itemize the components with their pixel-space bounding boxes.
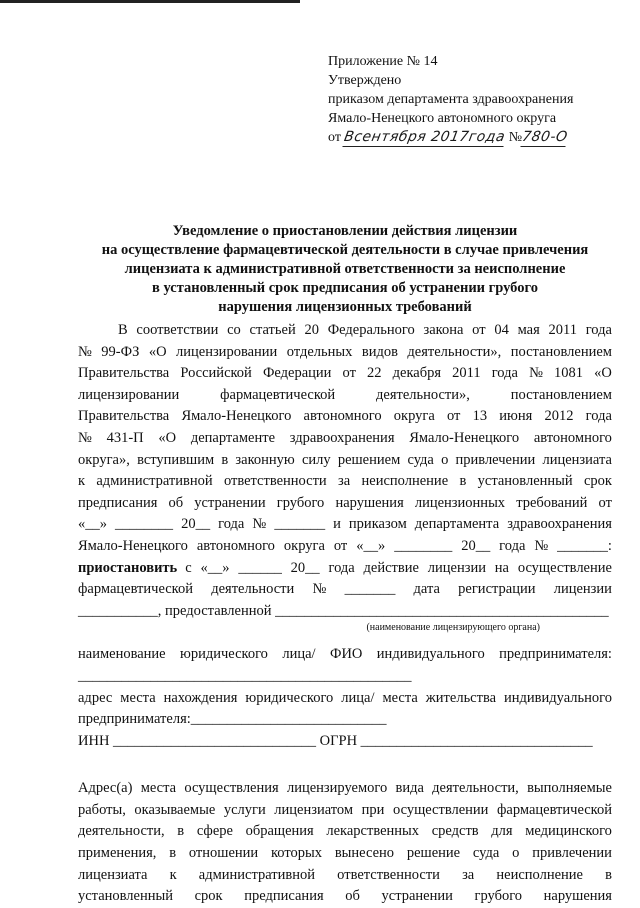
word: суда [407,451,434,468]
scan-edge-bar [0,0,300,3]
word: решением [337,451,401,468]
word: департаменте [190,429,276,446]
word: медицинского [525,823,612,840]
word: № [252,516,267,533]
word: требований [516,494,588,511]
word: здравоохранения [289,429,395,446]
word: отношении [188,845,259,862]
word: лицензии [427,559,486,576]
word: административной [96,473,213,490]
word: нарушения [543,888,612,905]
word: применения, [78,845,157,862]
word: действие [363,559,419,576]
word: устранении [194,494,266,511]
word: 13 [472,408,488,425]
appendix-number: Приложение № 14 [328,54,438,69]
word: к [78,473,86,490]
word: декабря [392,365,442,382]
word: лицензиата [78,866,148,883]
word: средств [431,823,479,840]
word: ________ [394,537,453,554]
word: индивидуального [376,646,485,663]
word: автономного [533,429,612,446]
word: неисполнение [496,866,583,883]
word: для [491,823,513,840]
word: статьей [249,322,296,338]
word: Адрес(а) [78,780,133,797]
word: «О [158,429,177,446]
word: Правительства [78,365,170,382]
word: 2011 [452,365,481,382]
word: от [472,322,486,338]
word: 20 [304,322,319,338]
word: деятельности [211,581,295,598]
word: лица/ [282,646,316,663]
word: в [459,473,467,490]
word: об [345,888,360,905]
word: услуги [223,801,266,818]
word: года [585,408,612,425]
word: В [118,322,128,338]
word: 20__ [461,537,491,554]
word: Федерального [327,322,415,338]
word: ________ [115,516,174,533]
title-line: в установленный срок предписания об устранении грубого [152,280,538,296]
word: 431-П [106,429,144,446]
word: деятельности, [78,823,165,840]
word: вступившим [137,451,215,468]
word: Российской [180,365,252,382]
body-line [78,471,612,493]
word: от [342,365,356,382]
word: места [140,780,177,797]
word: 99-ФЗ [101,343,140,360]
word: «О [148,343,167,360]
body-line [78,778,612,800]
word: привлечении [532,845,612,862]
word: ______ [238,559,282,576]
word: года [328,559,355,576]
word: № [534,537,549,554]
word: срок [194,888,223,905]
word: № [78,343,92,360]
body-line [78,406,612,428]
word: _______ [344,581,396,598]
word: автономного [196,537,275,554]
word: деятельности, [432,780,519,797]
word: об [168,494,184,511]
word: лица/ [341,689,375,706]
word: деятельности», [376,386,470,403]
word: округа», [78,451,130,468]
word: оказываемые [134,801,216,818]
word: отдельных [286,343,353,360]
handwritten-date: Всентября 2017года [343,129,507,145]
word: видов [361,343,398,360]
word: года [585,322,612,338]
word: юридического [180,646,268,663]
word: грубого [276,494,325,511]
body-line [78,493,612,515]
body-line [78,688,612,710]
body-line [78,579,612,601]
word: № [529,365,543,382]
word: в [169,845,177,862]
word: от [333,537,348,554]
word: обращения [245,823,314,840]
entrepreneur-address-line: предпринимателя:___________________________ [78,711,387,728]
region-name: Ямало-Ненецкого автономного округа [328,111,557,126]
suspend-keyword: приостановить [78,559,178,576]
suspend-rest [185,558,612,580]
word: дата [413,581,440,598]
word: Федерации [262,365,332,382]
from-label: от [328,130,341,145]
word: июня [499,408,533,425]
word: места [120,689,156,706]
word: округа [393,408,435,425]
word: 20__ [290,559,320,576]
order-date-line [328,128,573,147]
word: юридического [245,689,334,706]
word: лицензировании [78,386,180,403]
word: к [169,866,177,883]
word: работы, [78,801,126,818]
word: 2011 [548,322,577,338]
word: предписания [244,888,324,905]
word: на [494,559,509,576]
word: о [512,845,520,862]
word: года [491,365,518,382]
word: регистрации [458,581,536,598]
word: лицензируемого [286,780,388,797]
word: о [441,451,449,468]
word: округа [283,537,325,554]
word: года [499,537,526,554]
word: 04 [494,322,509,338]
word: _______: [557,537,612,554]
word: лицензировании [176,343,278,360]
body-line [78,800,612,822]
word: «__» [78,516,107,533]
word: «О [594,365,612,382]
word: с [185,559,192,576]
word: ответственности [223,473,327,490]
word: предпринимателя: [499,646,612,663]
word: ФИО [329,646,363,663]
notice-title [80,222,610,317]
word: постановлением [510,343,612,360]
word: установленный [78,888,173,905]
body-line [78,865,612,887]
inn-ogrn-line: ИНН ____________________________ ОГРН ________________________________ [78,732,593,749]
word: соответствии [136,322,219,338]
word: в [177,823,185,840]
word: департамента [414,516,500,533]
word: силу [301,451,331,468]
word: № [312,581,327,598]
word: лицензии [553,581,612,598]
word: здравоохранения [507,516,612,533]
word: выполняемые [527,780,612,797]
word: индивидуального [504,689,612,706]
word: и [333,516,341,533]
number-label: № [508,130,523,145]
word: вида [395,780,424,797]
word: нарушения [335,494,404,511]
word: за [462,866,475,883]
word: 20__ [181,516,211,533]
word: наименование [78,646,166,663]
word: Правительства [78,408,170,425]
licensing-authority-line: ___________, предоставленной ______________________________________________ [78,602,609,619]
word: от [598,494,612,511]
word: ответственности [337,866,440,883]
word: нахождения [163,689,238,706]
body-line [78,342,612,364]
word: решение [406,845,461,862]
word: места [382,689,418,706]
word: со [227,322,241,338]
word: срок [583,473,612,490]
word: 1081 [554,365,584,382]
word: лицензионных [414,494,506,511]
word: лекарственных [326,823,420,840]
word: фармацевтической [78,581,193,598]
word: от [446,408,461,425]
word: в [221,451,229,468]
word: за [338,473,351,490]
word: неисполнение [361,473,449,490]
body-line [78,320,612,342]
order-issuer: приказом департамента здравоохранения [328,92,574,107]
word: осуществлении [392,801,489,818]
word: административной [198,866,316,883]
word: автономного [303,408,382,425]
word: осуществление [517,559,612,576]
title-line: на осуществление фармацевтической деятельности в случае привлечения [101,242,589,258]
word: приказом [348,516,407,533]
title-line: нарушения лицензионных требований [218,299,472,315]
word: мая [517,322,540,338]
word: фармацевтической [220,386,336,403]
word: которых [270,845,322,862]
word: устранении [381,888,453,905]
entity-name-blank: ______________________________________________ [78,667,412,684]
body-line [78,385,612,407]
word: в [605,866,612,883]
word: адрес [78,689,113,706]
body-line [78,428,612,450]
body-line [78,450,612,472]
word: года [218,516,245,533]
body-line-suspend [78,558,612,580]
handwritten-number: 780-О [520,129,570,145]
title-line: лицензиата к административной ответственности за неисполнение [124,261,566,277]
word: лицензиата [542,451,612,468]
notice-body [78,320,612,908]
word: суда [472,845,500,862]
word: лицензиатом [274,801,354,818]
word: Ямало-Ненецкого [78,537,188,554]
word: _______ [274,516,326,533]
word: осуществления [184,780,279,797]
word: № [78,429,92,446]
word: при [361,801,385,818]
word: «__» [356,537,386,554]
word: установленный [477,473,573,490]
word: вынесено [334,845,395,862]
word: привлечении [455,451,536,468]
word: «__» [200,559,230,576]
body-line [78,843,612,865]
body-line [78,536,612,558]
word: Ямало-Ненецкого [181,408,292,425]
licensing-authority-caption: (наименование лицензирующего органа) [366,622,540,634]
approved-label: Утверждено [328,73,402,88]
approval-header [328,52,573,147]
word: Ямало-Ненецкого [409,429,520,446]
word: законную [235,451,295,468]
body-line [78,514,612,536]
word: предписания [78,494,158,511]
word: 22 [367,365,382,382]
word: деятельности», [407,343,502,360]
word: постановлением [510,386,612,403]
word: 2012 [544,408,574,425]
word: грубого [474,888,523,905]
word: жительства [425,689,497,706]
word: сфере [196,823,233,840]
title-line: Уведомление о приостановлении действия лицензии [172,223,518,239]
body-line [78,644,612,666]
word: закона [423,322,464,338]
body-line [78,363,612,385]
word: фармацевтической [497,801,612,818]
body-line [78,821,612,843]
